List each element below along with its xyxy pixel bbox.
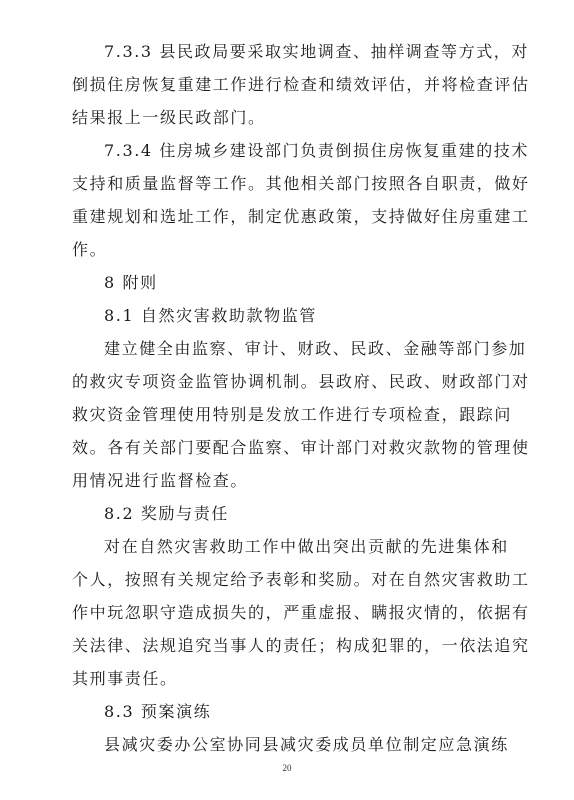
page-number: 20 [282,763,292,773]
paragraph-7-3-4-line-3: 重建规划和选址工作，制定优惠政策，支持做好住房重建工 [72,207,530,226]
paragraph-8-1-line-4: 效。各有关部门要配合监察、审计部门对救灾款物的管理使 [72,438,530,457]
paragraph-7-3-4-line-4: 作。 [72,240,108,259]
section-heading-8: 8 附则 [104,273,158,292]
section-heading-8-3: 8.3 预案演练 [104,702,212,721]
paragraph-7-3-4-line-1: 7.3.4 住房城乡建设部门负责倒损住房恢复重建的技术 [104,141,529,160]
paragraph-8-2-line-5: 其刑事责任。 [72,669,178,688]
paragraph-8-2-line-1: 对在自然灾害救助工作中做出突出贡献的先进集体和 [104,537,509,556]
paragraph-7-3-3-line-2: 倒损住房恢复重建工作进行检查和绩效评估，并将检查评估 [72,75,530,94]
paragraph-8-1-line-5: 用情况进行监督检查。 [72,471,249,490]
paragraph-8-1-line-1: 建立健全由监察、审计、财政、民政、金融等部门参加 [104,339,527,358]
paragraph-7-3-4-line-2: 支持和质量监督等工作。其他相关部门按照各自职责，做好 [72,174,530,193]
paragraph-8-1-line-3: 救灾资金管理使用特别是发放工作进行专项检查，跟踪问 [72,405,513,424]
section-heading-8-1: 8.1 自然灾害救助款物监管 [104,306,317,325]
paragraph-7-3-3-line-1: 7.3.3 县民政局要采取实地调查、抽样调查等方式，对 [104,42,529,61]
paragraph-8-2-line-4: 关法律、法规追究当事人的责任；构成犯罪的，一依法追究 [72,636,530,655]
paragraph-8-2-line-2: 个人，按照有关规定给予表彰和奖励。对在自然灾害救助工 [72,570,530,589]
section-heading-8-2: 8.2 奖励与责任 [104,504,229,523]
paragraph-7-3-3-line-3: 结果报上一级民政部门。 [72,108,266,127]
paragraph-8-3-line-1: 县减灾委办公室协同县减灾委成员单位制定应急演练 [104,735,509,754]
paragraph-8-1-line-2: 的救灾专项资金监管协调机制。县政府、民政、财政部门对 [72,372,530,391]
paragraph-8-2-line-3: 作中玩忽职守造成损失的，严重虚报、瞒报灾情的，依据有 [72,603,530,622]
